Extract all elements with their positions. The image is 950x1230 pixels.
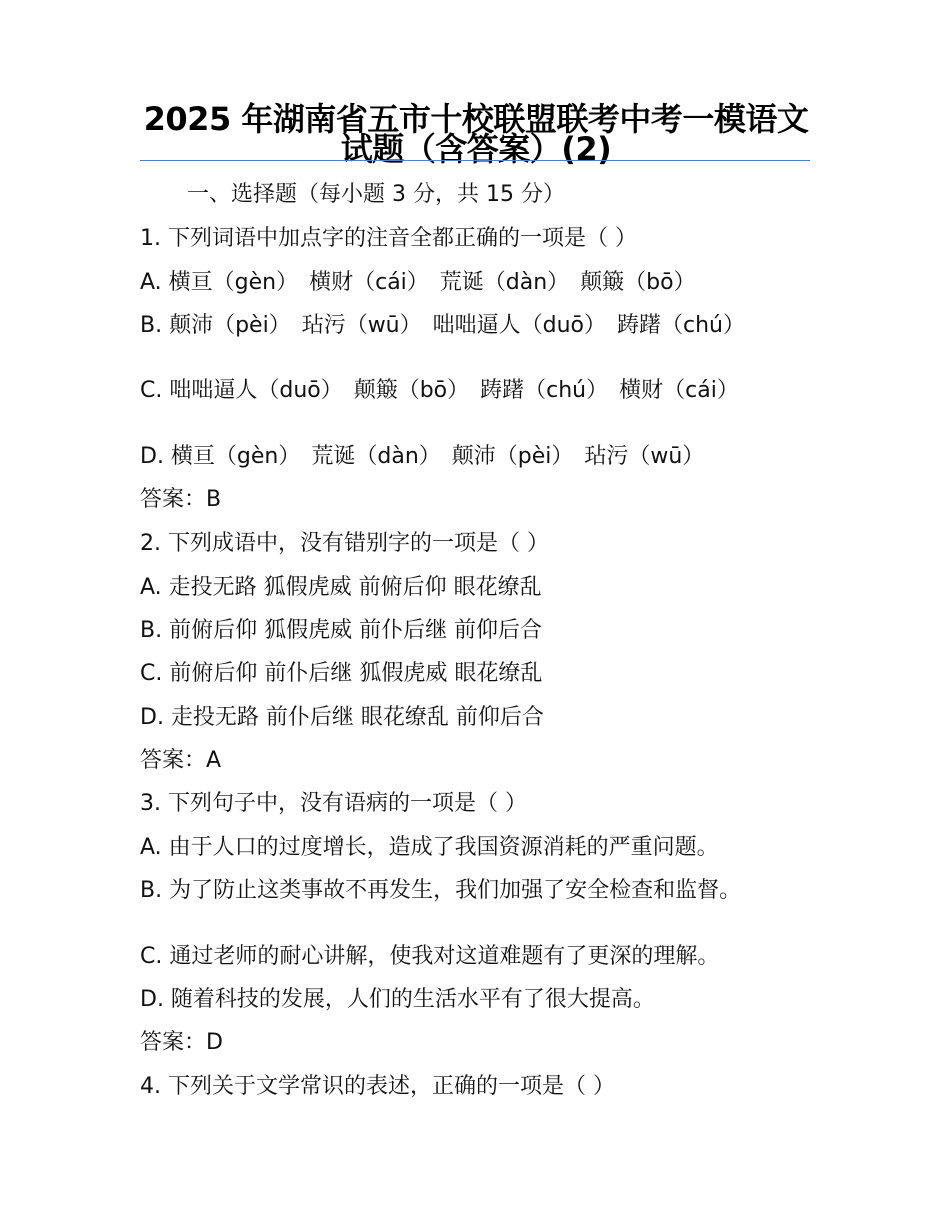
question-1-option-b: B. 颠沛（pèi） 玷污（wū） 咄咄逼人（duō） 踌躇（chú） — [140, 313, 745, 338]
question-3-option-d: D. 随着科技的发展，人们的生活水平有了很大提高。 — [140, 987, 655, 1012]
question-2-option-c: C. 前俯后仰 前仆后继 狐假虎威 眼花缭乱 — [140, 661, 543, 686]
question-2-option-d: D. 走投无路 前仆后继 眼花缭乱 前仰后合 — [140, 705, 544, 730]
question-3-answer: 答案：D — [140, 1030, 223, 1055]
question-2-option-b: B. 前俯后仰 狐假虎威 前仆后继 前仰后合 — [140, 618, 543, 643]
question-1-option-d: D. 横亘（gèn） 荒诞（dàn） 颠沛（pèi） 玷污（wū） — [140, 444, 705, 469]
question-3-stem: 3. 下列句子中，没有语病的一项是（ ） — [140, 791, 527, 816]
question-4-stem: 4. 下列关于文学常识的表述，正确的一项是（ ） — [140, 1074, 615, 1099]
question-3-option-c: C. 通过老师的耐心讲解，使我对这道难题有了更深的理解。 — [140, 944, 720, 969]
question-3-option-b: B. 为了防止这类事故不再发生，我们加强了安全检查和监督。 — [140, 878, 742, 903]
question-3-option-a: A. 由于人口的过度增长，造成了我国资源消耗的严重问题。 — [140, 835, 719, 860]
section-heading: 一、选择题（每小题 3 分，共 15 分） — [187, 182, 565, 207]
question-1-option-c: C. 咄咄逼人（duō） 颠簸（bō） 踌躇（chú） 横财（cái） — [140, 378, 739, 403]
question-1-option-a: A. 横亘（gèn） 横财（cái） 荒诞（dàn） 颠簸（bō） — [140, 270, 696, 295]
question-2-option-a: A. 走投无路 狐假虎威 前俯后仰 眼花缭乱 — [140, 575, 542, 600]
question-1-stem: 1. 下列词语中加点字的注音全都正确的一项是（ ） — [140, 226, 637, 251]
title-underline — [140, 160, 810, 161]
question-2-stem: 2. 下列成语中，没有错别字的一项是（ ） — [140, 531, 549, 556]
document-title: 2025 年湖南省五市十校联盟联考中考一模语文试题（含答案）(2) — [143, 100, 809, 168]
question-1-answer: 答案：B — [140, 487, 222, 512]
question-2-answer: 答案：A — [140, 748, 222, 773]
